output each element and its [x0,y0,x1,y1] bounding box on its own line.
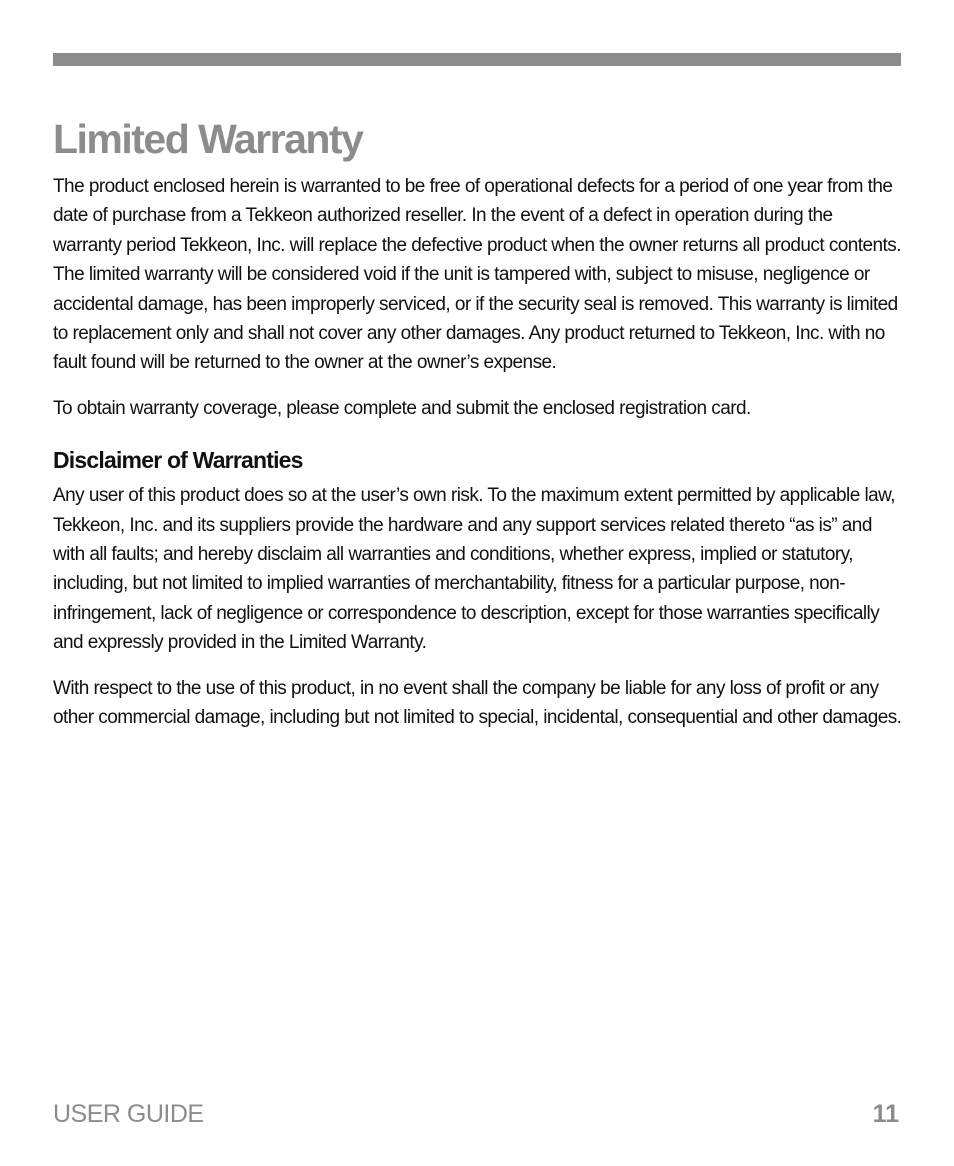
page-content [53,110,905,749]
page-number: 11 [872,1100,899,1128]
footer-label: USER GUIDE [53,1100,204,1128]
liability-paragraph: With respect to the use of this product, in no event shall the company be liable for any loss of profit or any other commercial damage, including but not limited to special, incidental, consequential and other damages. [53,677,902,729]
disclaimer-paragraph: Any user of this product does so at the user’s own risk. To the maximum extent permitted by applicable law, Tekkeon, Inc. and its suppliers provide the hardware and any support services related thereto “as is” and with all faults; and hereby disclaim all warranties and conditions, whether express, implied or statutory, including, but not limited to implied warranties of merchantability, fitness for a particular purpose, non-infringement, lack of negligence or correspondence to description, except for those warranties specifically and expressly provided in the Limited Warranty. [53,485,895,654]
page-title: Limited Warranty [53,116,363,162]
top-divider-bar [53,53,901,66]
disclaimer-heading: Disclaimer of Warranties [53,447,303,474]
warranty-paragraph: The product enclosed herein is warranted to be free of operational defects for a period of one year from the date of purchase from a Tekkeon authorized reseller. In the event of a defect in operation during the warranty period Tekkeon, Inc. will replace the defective product when the owner returns all product contents. The limited warranty will be considered void if the unit is tampered with, subject to misuse, negligence or accidental damage, has been improperly serviced, or if the security seal is removed. This warranty is limited to replacement only and shall not cover any other damages. Any product returned to Tekkeon, Inc. with no fault found will be returned to the owner at the owner’s expense. [53,176,901,374]
warranty-coverage-paragraph: To obtain warranty coverage, please complete and submit the enclosed registration card. [53,397,751,419]
